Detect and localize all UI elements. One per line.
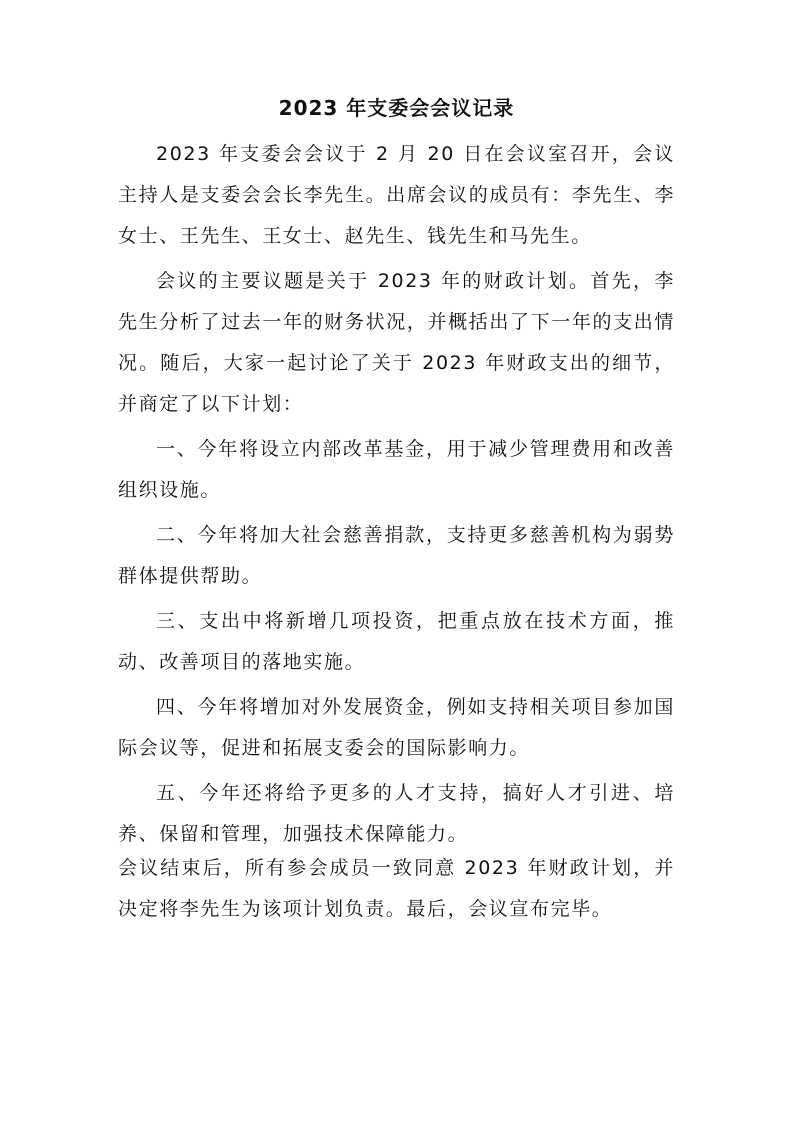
intro-paragraph-agenda: 会议的主要议题是关于 2023 年的财政计划。首先，李先生分析了过去一年的财务状况，并概括出了下一年的支出情况。随后，大家一起讨论了关于 2023 年财政支出的细节，并商定了以下计划：	[118, 270, 675, 415]
plan-item-3: 三、支出中将新增几项投资，把重点放在技术方面，推动、改善项目的落地实施。	[118, 610, 675, 673]
closing-paragraph: 会议结束后，所有参会成员一致同意 2023 年财政计划，并决定将李先生为该项计划负责。最后，会议宣布完毕。	[118, 857, 675, 920]
document-title: 2023 年支委会会议记录	[278, 96, 515, 120]
plan-item-5: 五、今年还将给予更多的人才支持，搞好人才引进、培养、保留和管理，加强技术保障能力。	[118, 782, 675, 845]
intro-paragraph-attendance: 2023 年支委会会议于 2 月 20 日在会议室召开，会议主持人是支委会会长李先生。出席会议的成员有：李先生、李女士、王先生、王女士、赵先生、钱先生和马先生。	[118, 143, 675, 247]
plan-item-4: 四、今年将增加对外发展资金，例如支持相关项目参加国际会议等，促进和拓展支委会的国际影响力。	[118, 696, 675, 759]
document-body	[118, 134, 675, 859]
plan-item-2: 二、今年将加大社会慈善捐款，支持更多慈善机构为弱势群体提供帮助。	[118, 524, 675, 587]
plan-item-1: 一、今年将设立内部改革基金，用于减少管理费用和改善组织设施。	[118, 438, 675, 501]
closing-block	[118, 848, 675, 934]
